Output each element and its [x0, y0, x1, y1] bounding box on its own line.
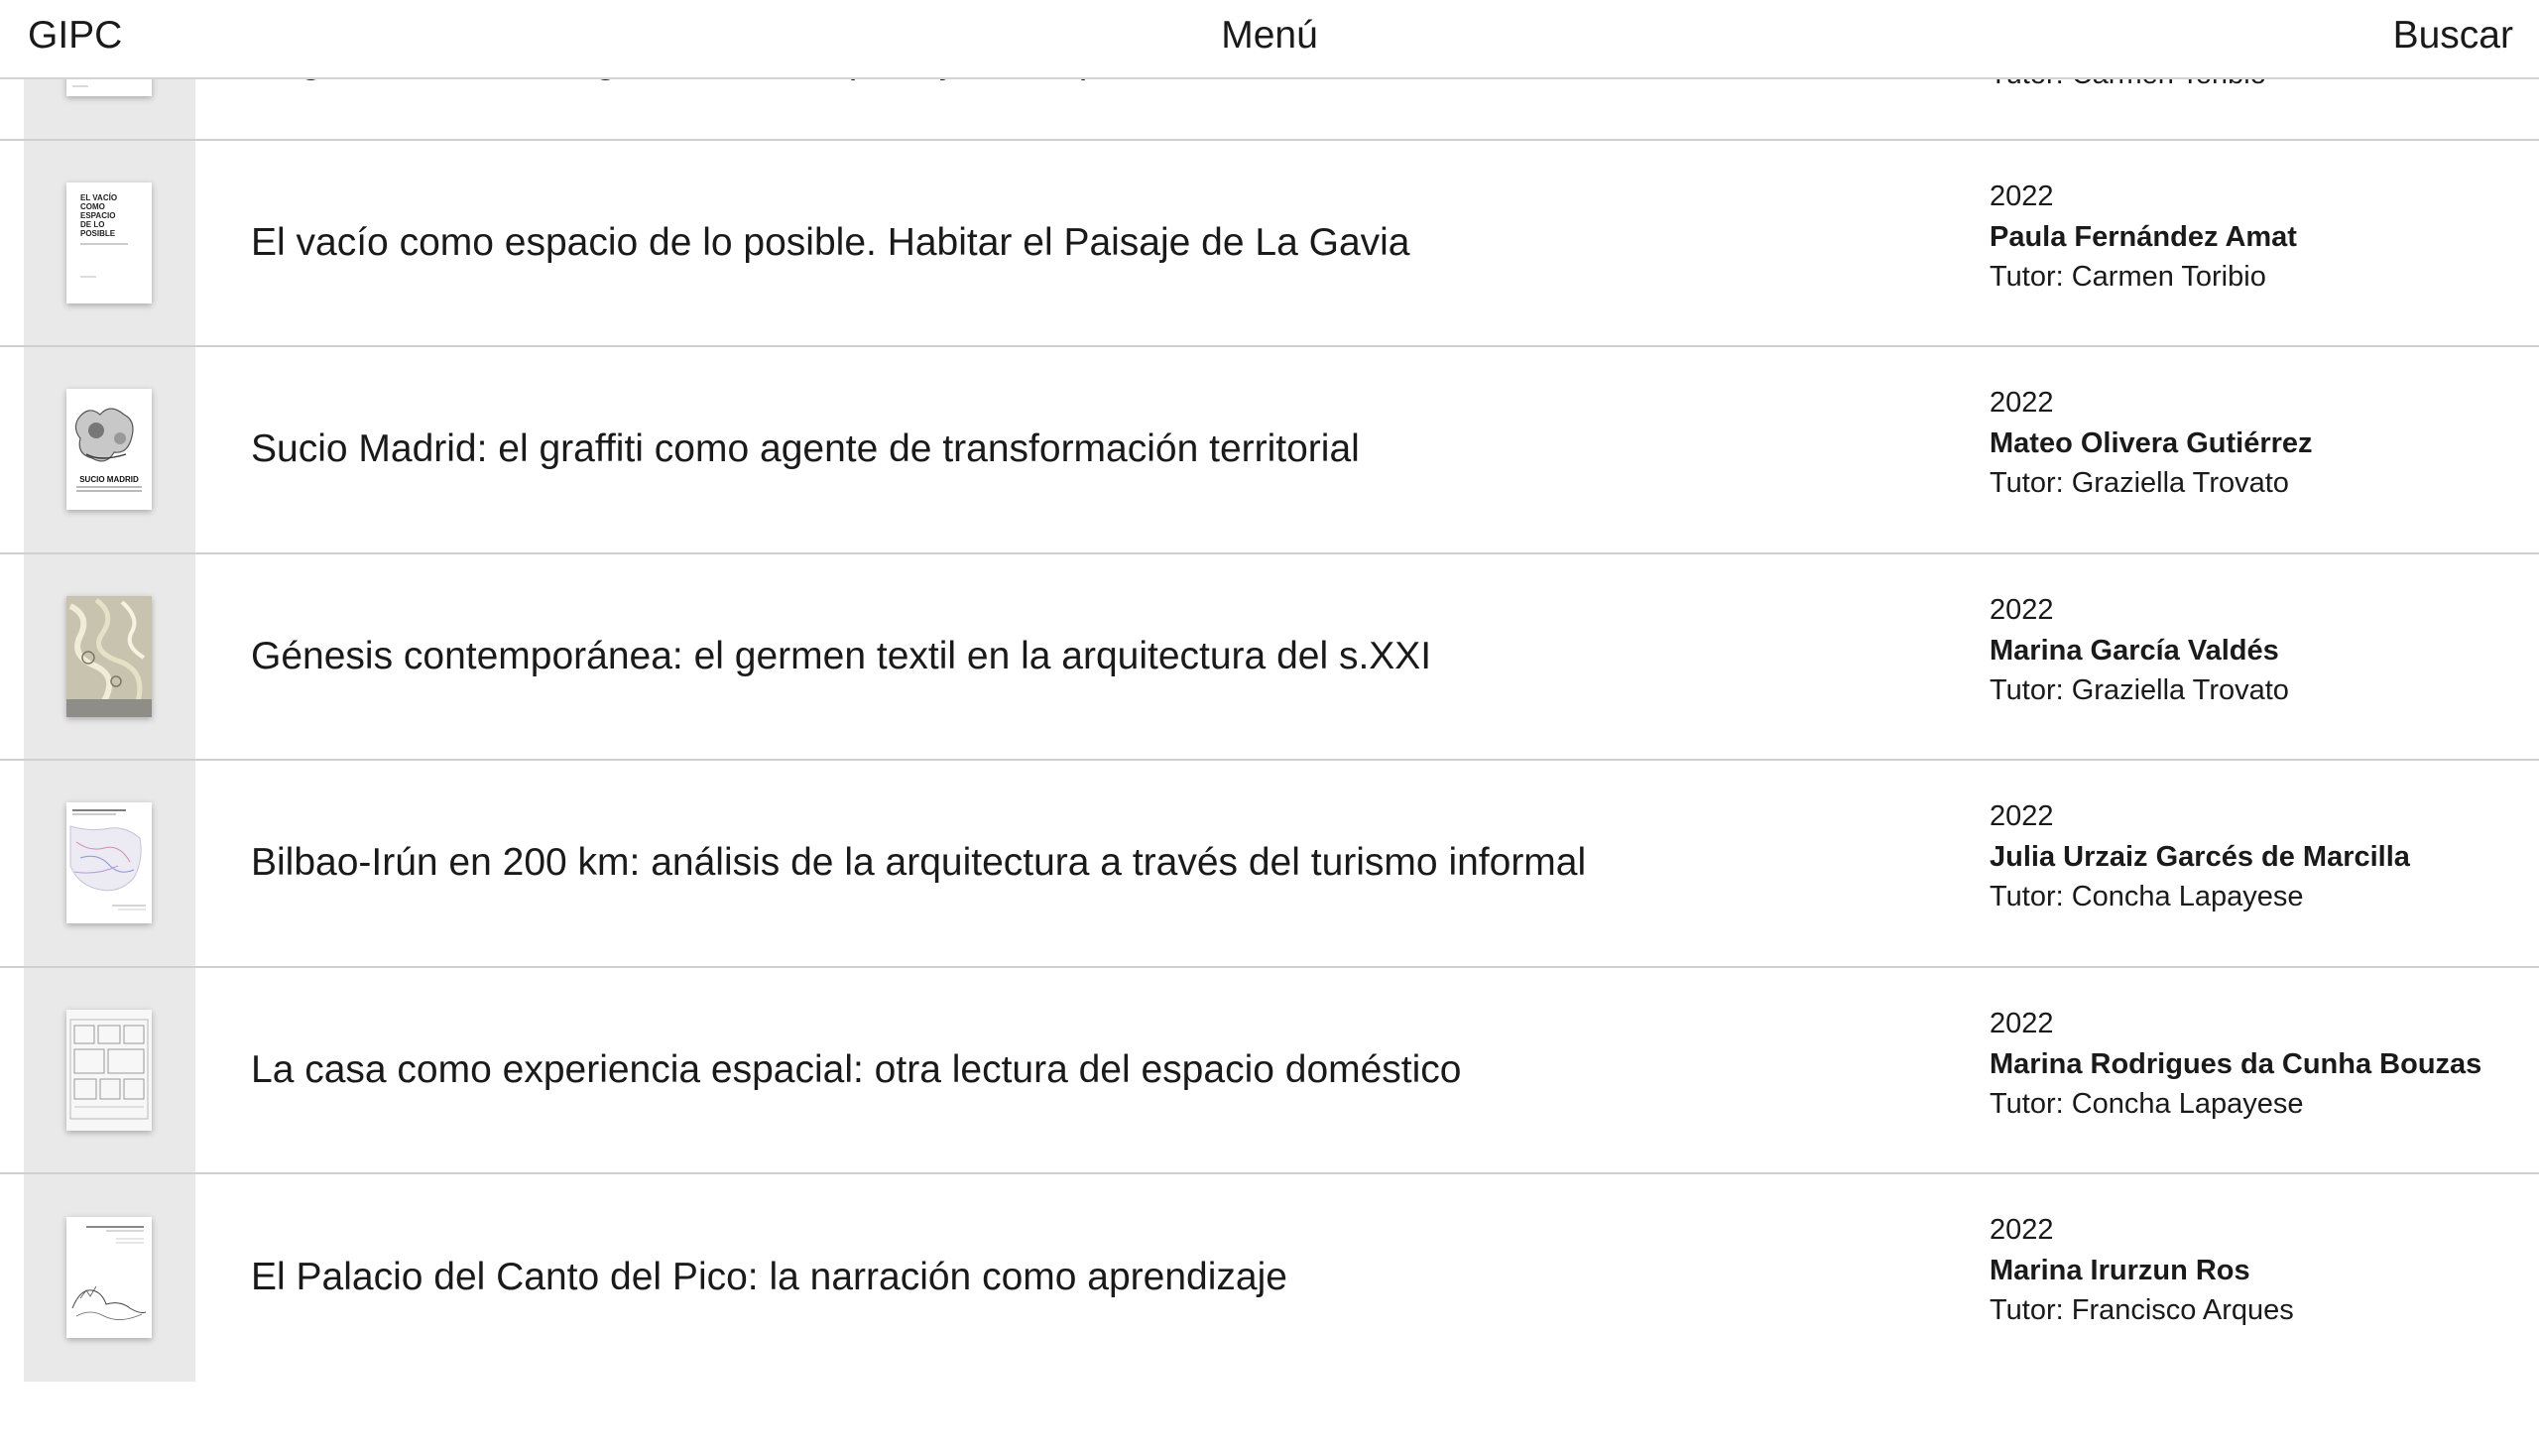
thesis-year: 2022 [1990, 1007, 2054, 1039]
cover-text-line: ESPACIO [80, 210, 116, 220]
thesis-year: 2022 [1990, 593, 2054, 626]
thesis-author: Paula Fernández Amat [1990, 220, 2297, 253]
thesis-row[interactable] [0, 554, 2539, 762]
thumbnail-column [24, 141, 195, 346]
menu-container [0, 14, 2539, 58]
thesis-row[interactable] [0, 761, 2539, 968]
thumbnail-column [24, 761, 195, 966]
search-button[interactable]: Buscar [2392, 14, 2513, 57]
thesis-year: 2022 [1990, 800, 2054, 832]
cover-drawings-thumbnail[interactable] [66, 1010, 152, 1131]
thesis-author: Marina Irurzun Ros [1990, 1255, 2250, 1286]
thesis-title[interactable]: La casa como experiencia espacial: otra lectura del espacio doméstico [251, 1047, 1462, 1091]
cover-text-line: EL VACÍO [80, 192, 118, 202]
thesis-tutor: Tutor: Francisco Arques [1990, 1294, 2294, 1326]
cover-textile-thumbnail[interactable] [66, 596, 152, 717]
thesis-tutor: Tutor: Graziella Trovato [1990, 467, 2289, 499]
cover-text-line: DE LO [80, 219, 105, 229]
thesis-tutor: Tutor: Carmen Toribio [1990, 260, 2266, 293]
cover-text-line: POSIBLE [80, 228, 116, 238]
thesis-year: 2022 [1990, 387, 2054, 419]
thesis-title[interactable]: Sucio Madrid: el graffiti como agente de transformación territorial [251, 427, 1360, 471]
thesis-tutor: Tutor: Concha Lapayese [1990, 881, 2304, 912]
thesis-title[interactable]: El Palacio del Canto del Pico: la narración como aprendizaje [251, 1256, 1287, 1299]
thesis-title[interactable]: Bilbao-Irún en 200 km: análisis de la arquitectura a través del turismo informal [251, 841, 1587, 885]
thesis-row[interactable] [0, 968, 2539, 1175]
thesis-author: Marina García Valdés [1990, 634, 2279, 667]
cover-map-thumbnail[interactable] [66, 802, 152, 923]
thesis-tutor: Tutor: Concha Lapayese [1990, 1087, 2304, 1120]
thumbnail-column [24, 347, 195, 552]
thesis-author: Julia Urzaiz Garcés de Marcilla [1990, 841, 2410, 873]
top-navigation-bar [0, 0, 2539, 79]
thesis-row[interactable] [0, 1174, 2539, 1382]
cover-text-thumbnail[interactable] [66, 182, 152, 303]
thesis-list [0, 13, 2539, 1382]
thesis-row[interactable] [0, 347, 2539, 554]
cover-sketch-thumbnail[interactable] [66, 1217, 152, 1338]
menu-button[interactable]: Menú [1221, 14, 1318, 57]
thesis-year: 2022 [1990, 180, 2054, 212]
cover-title-text: SUCIO MADRID [79, 475, 139, 485]
thumbnail-column [24, 968, 195, 1173]
thesis-tutor: Tutor: Graziella Trovato [1990, 673, 2289, 706]
thumbnail-column [24, 1174, 195, 1382]
thesis-row[interactable] [0, 141, 2539, 348]
cover-text-line: COMO [80, 201, 105, 211]
thesis-author: Marina Rodrigues da Cunha Bouzas [1990, 1047, 2482, 1080]
thesis-author: Mateo Olivera Gutiérrez [1990, 427, 2313, 459]
thumbnail-column [24, 554, 195, 760]
brand-link[interactable]: GIPC [28, 14, 123, 57]
thesis-year: 2022 [1990, 1214, 2054, 1246]
thesis-title[interactable]: El vacío como espacio de lo posible. Habitar el Paisaje de La Gavia [251, 220, 1410, 264]
thesis-title[interactable]: Génesis contemporánea: el germen textil en la arquitectura del s.XXI [251, 634, 1432, 677]
cover-graffiti-thumbnail[interactable] [66, 389, 152, 510]
